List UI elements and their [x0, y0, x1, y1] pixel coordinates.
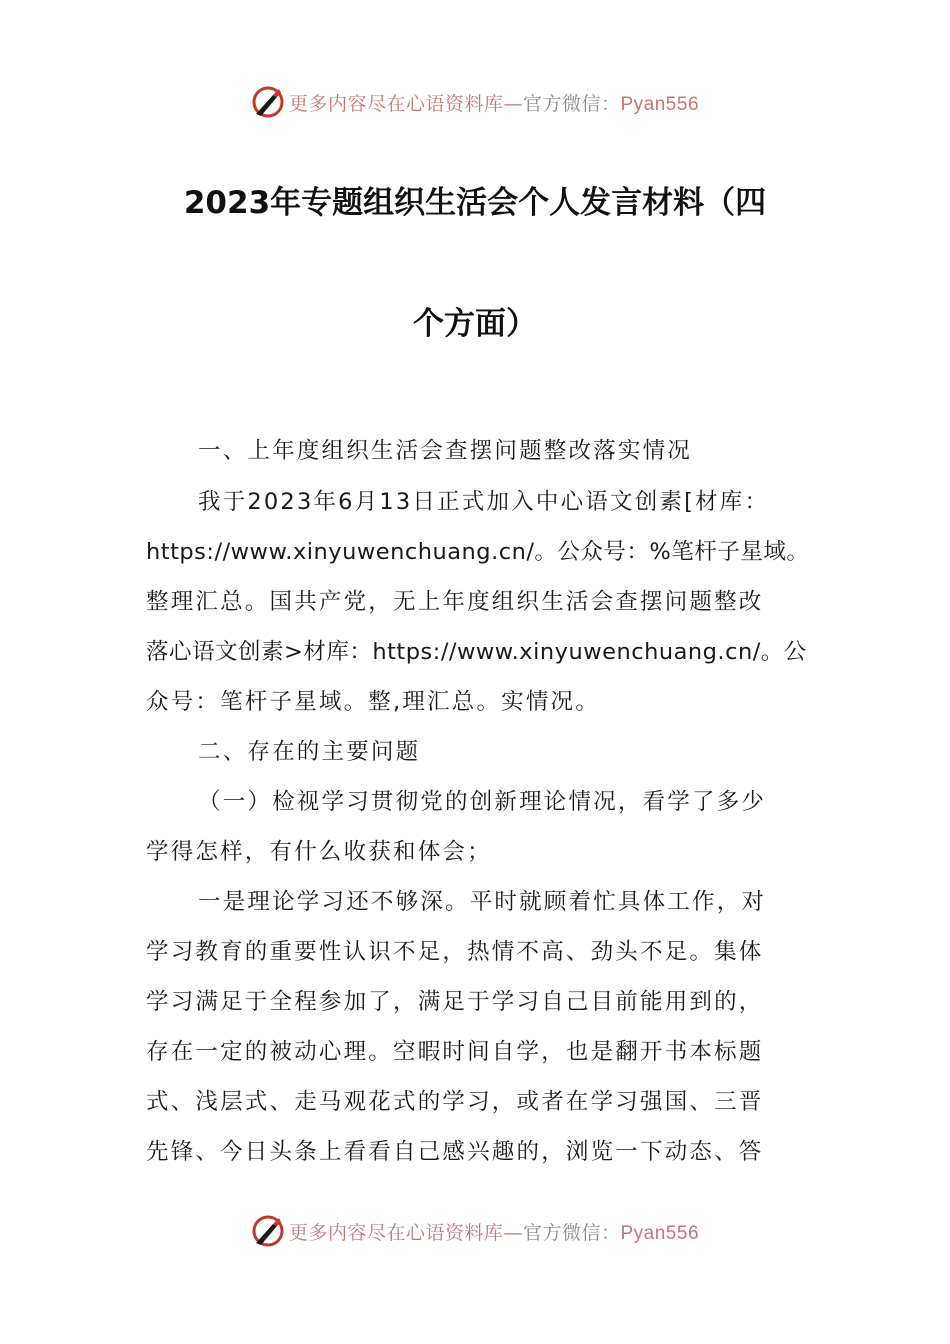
footer-banner-wechat-id: Pyan556 [620, 1222, 700, 1244]
paragraph-line: 整理汇总。国共产党，无上年度组织生活会查摆问题整改 [146, 589, 764, 615]
section-heading-2: 二、存在的主要问题 [198, 739, 421, 765]
header-banner-text [289, 89, 699, 116]
pen-logo-icon [251, 1214, 285, 1248]
header-banner-slogan: 更多内容尽在心语资料库 [288, 92, 504, 115]
header-banner-wechat-id: Pyan556 [620, 93, 700, 115]
paragraph-line: https://www.xinyuwenchuang.cn/。公众号：%笔杆子星域。 [146, 539, 810, 565]
paragraph-line: 落心语文创素>材库：https://www.xinyuwenchuang.cn/。公 [146, 639, 807, 665]
document-title-line-1: 2023年专题组织生活会个人发言材料（四 [183, 185, 767, 221]
footer-banner-slogan: 更多内容尽在心语资料库 [288, 1221, 504, 1244]
subsection-heading: （一）检视学习贯彻党的创新理论情况，看学了多少 [198, 789, 767, 815]
footer-banner [0, 1211, 950, 1251]
footer-banner-wechat-label: 官方微信： [522, 1221, 621, 1244]
paragraph-line: 我于2023年6月13日正式加入中心语文创素[材库： [198, 489, 770, 515]
paragraph-line: 先锋、今日头条上看看自己感兴趣的，浏览一下动态、答 [146, 1139, 764, 1165]
paragraph-line: 一是理论学习还不够深。平时就顾着忙具体工作，对 [198, 889, 767, 915]
paragraph-line: 学习满足于全程参加了，满足于学习自己目前能用到的， [146, 989, 764, 1015]
paragraph-line: 学习教育的重要性认识不足，热情不高、劲头不足。集体 [146, 939, 764, 965]
header-banner-wechat-label: 官方微信： [522, 92, 621, 115]
header-banner [0, 82, 950, 122]
paragraph-line: 学得怎样，有什么收获和体会； [146, 839, 492, 865]
paragraph-line: 式、浅层式、走马观花式的学习，或者在学习强国、三晋 [146, 1089, 764, 1115]
paragraph-line: 众号：笔杆子星域。整,理汇总。实情况。 [146, 689, 600, 715]
document-title-line-2: 个方面） [413, 306, 537, 342]
section-heading-1: 一、上年度组织生活会查摆问题整改落实情况 [198, 438, 693, 464]
footer-banner-text [289, 1218, 699, 1245]
header-banner-dash: — [503, 92, 523, 115]
paragraph-line: 存在一定的被动心理。空暇时间自学，也是翻开书本标题 [146, 1039, 764, 1065]
pen-logo-icon [251, 85, 285, 119]
footer-banner-dash: — [503, 1221, 523, 1244]
